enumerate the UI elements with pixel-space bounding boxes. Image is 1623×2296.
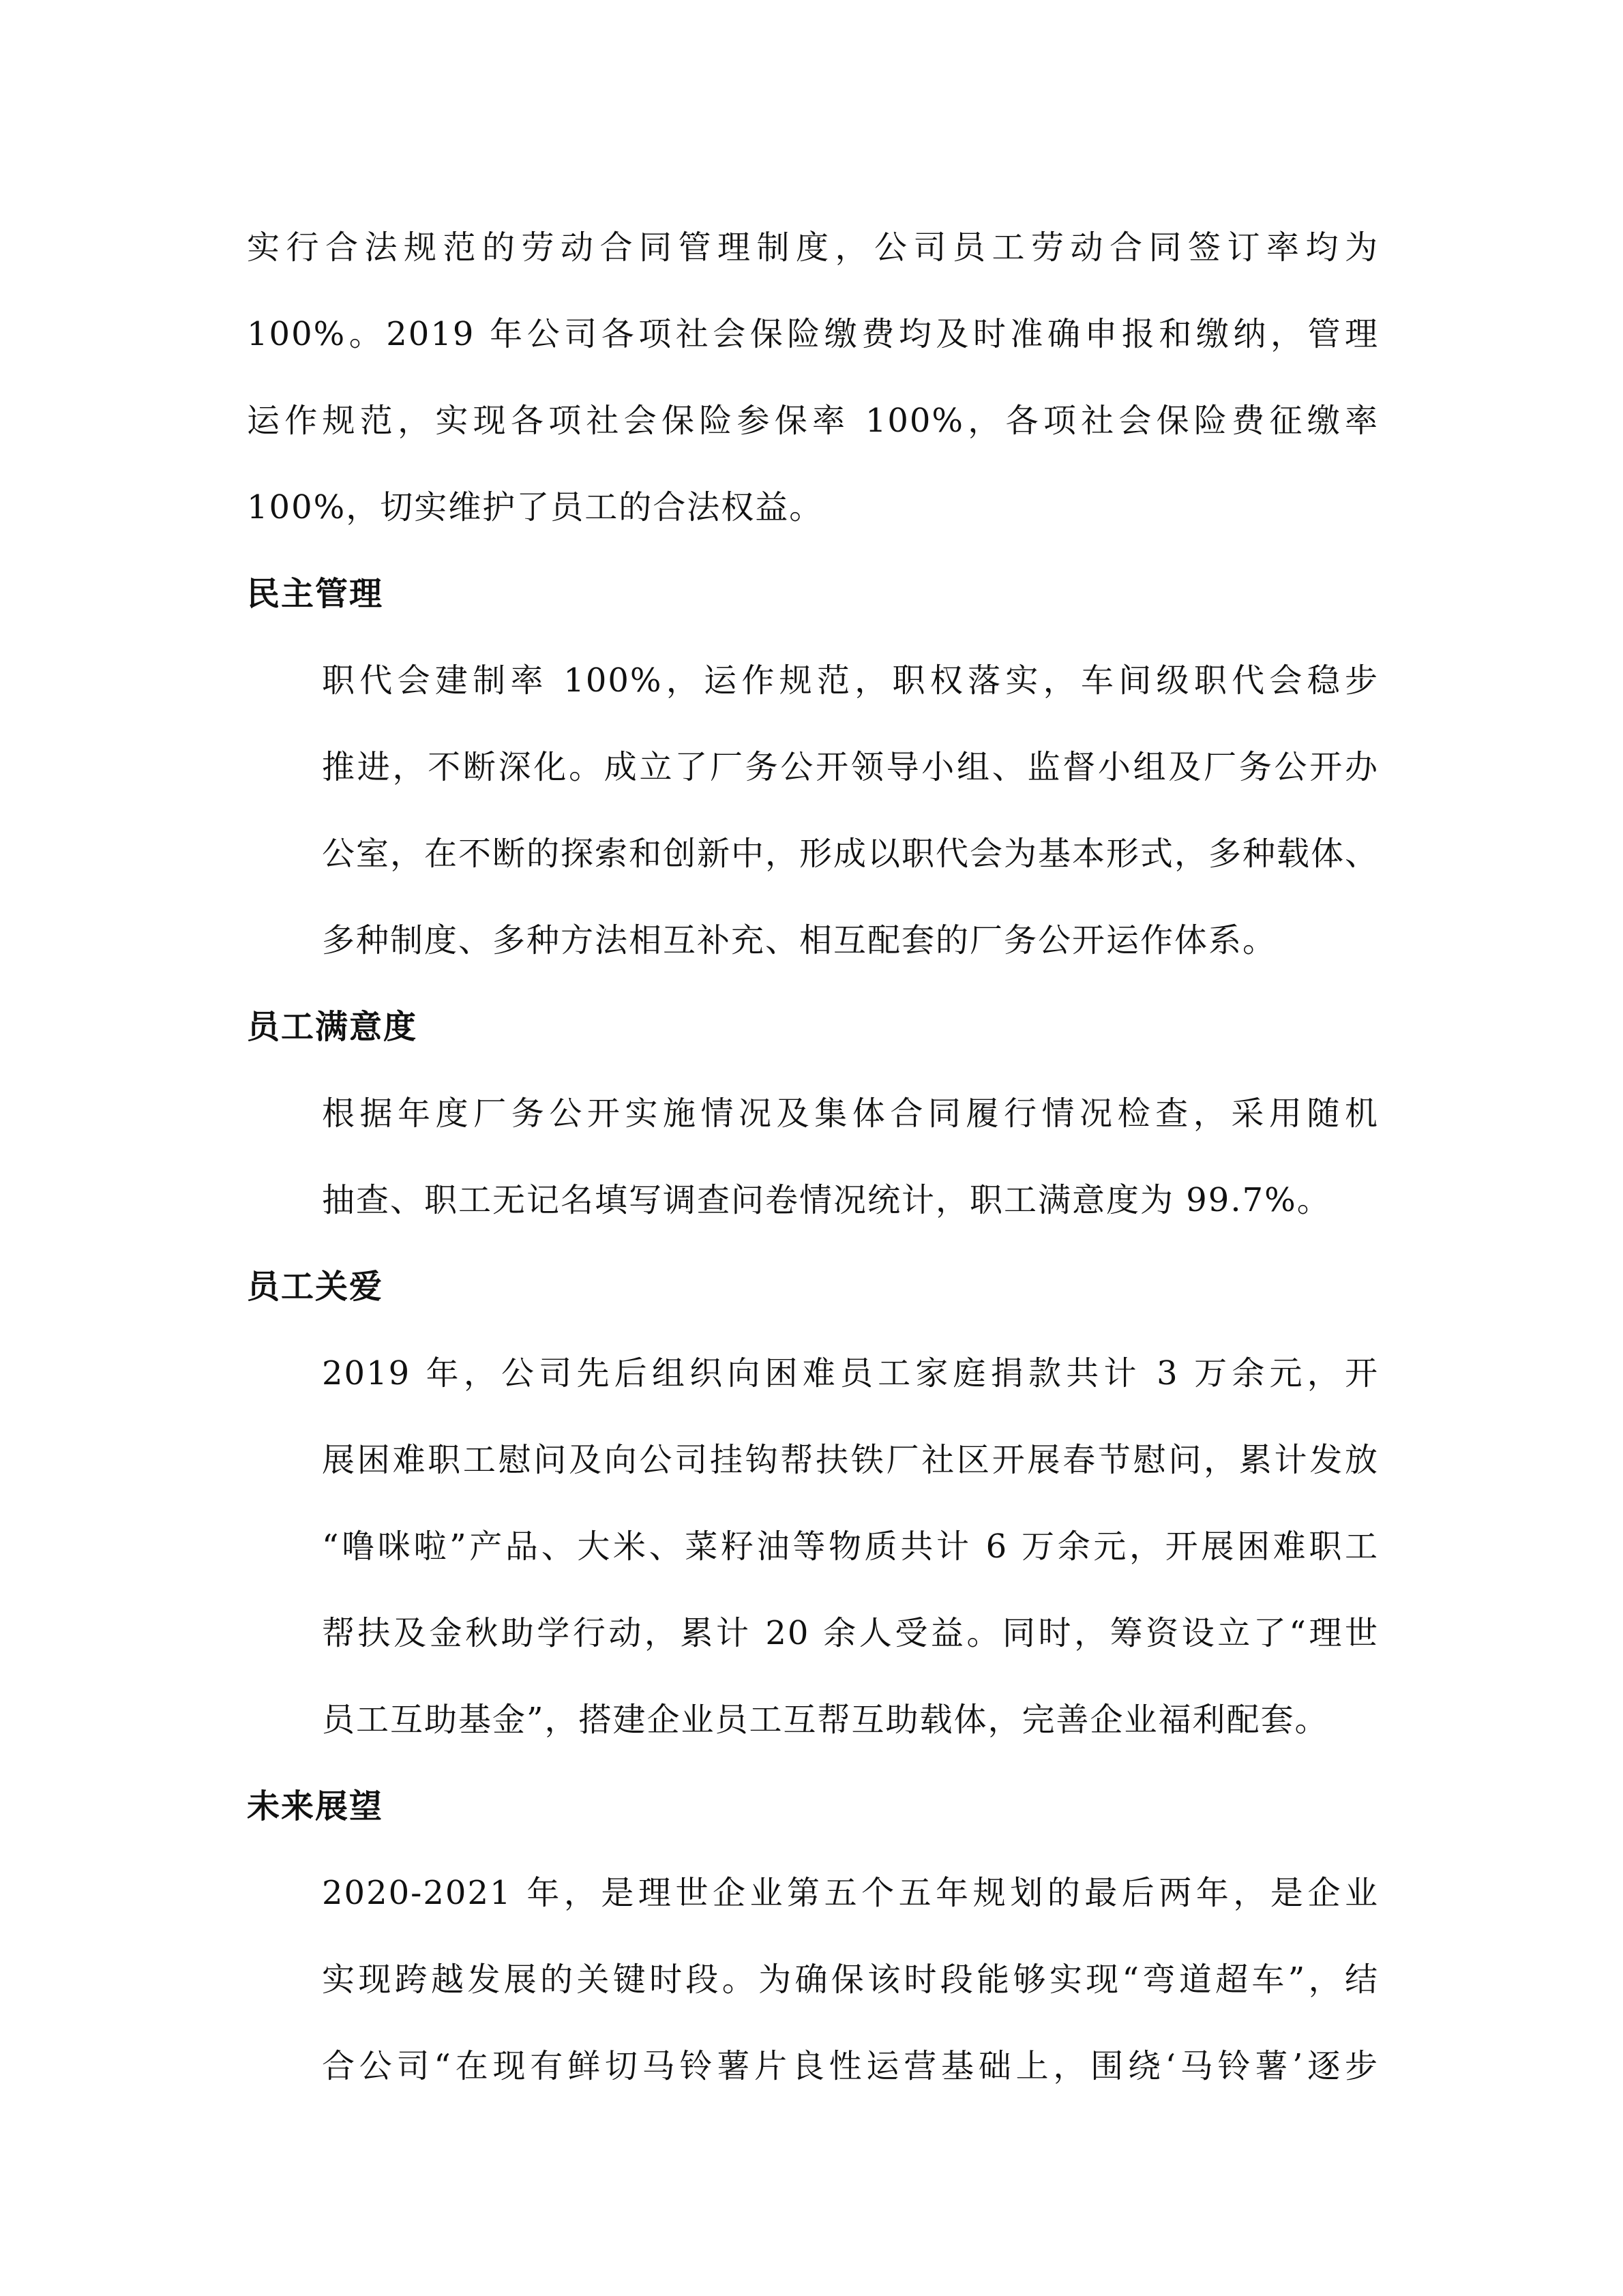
section-heading-democratic-management: 民主管理 (247, 575, 384, 613)
text-line: 运作规范，实现各项社会保险参保率 100%，各项社会保险费征缴率 (247, 402, 1379, 440)
paragraph-labor-contract (247, 205, 1379, 551)
text-line: 根据年度厂务公开实施情况及集体合同履行情况检查，采用随机 (322, 1094, 1379, 1133)
text-line: 2019 年，公司先后组织向困难员工家庭捐款共计 3 万余元，开 (322, 1354, 1379, 1392)
text-line: “噜咪啦”产品、大米、菜籽油等物质共计 6 万余元，开展困难职工 (322, 1527, 1379, 1566)
paragraph-future-outlook (247, 1850, 1379, 2110)
text-line: 100%，切实维护了员工的合法权益。 (247, 488, 824, 526)
document-body (247, 205, 1379, 2110)
text-line: 职代会建制率 100%，运作规范，职权落实，车间级职代会稳步 (322, 661, 1379, 700)
section-heading-employee-care: 员工关爱 (247, 1268, 384, 1306)
text-line: 员工互助基金”，搭建企业员工互帮互助载体，完善企业福利配套。 (322, 1701, 1329, 1739)
text-line: 2020-2021 年，是理世企业第五个五年规划的最后两年，是企业 (322, 1874, 1379, 1912)
text-line: 多种制度、多种方法相互补充、相互配套的厂务公开运作体系。 (322, 921, 1277, 959)
text-line: 展困难职工慰问及向公司挂钩帮扶铁厂社区开展春节慰问，累计发放 (322, 1441, 1379, 1479)
text-line: 合公司“在现有鲜切马铃薯片良性运营基础上，围绕‘马铃薯’逐步 (322, 2047, 1379, 2085)
paragraph-employee-care (247, 1330, 1379, 1763)
text-line: 100%。2019 年公司各项社会保险缴费均及时准确申报和缴纳，管理 (247, 315, 1379, 353)
section-heading-employee-satisfaction: 员工满意度 (247, 1008, 418, 1046)
text-line: 实行合法规范的劳动合同管理制度，公司员工劳动合同签订率均为 (247, 228, 1379, 267)
paragraph-democratic-management (247, 638, 1379, 984)
paragraph-employee-satisfaction (247, 1071, 1379, 1244)
text-line: 公室，在不断的探索和创新中，形成以职代会为基本形式，多种载体、 (322, 835, 1380, 873)
text-line: 抽查、职工无记名填写调查问卷情况统计，职工满意度为 99.7%。 (322, 1181, 1331, 1219)
text-line: 帮扶及金秋助学行动，累计 20 余人受益。同时，筹资设立了“理世 (322, 1614, 1379, 1652)
text-line: 推进，不断深化。成立了厂务公开领导小组、监督小组及厂务公开办 (322, 748, 1379, 786)
section-heading-future-outlook: 未来展望 (247, 1787, 384, 1825)
text-line: 实现跨越发展的关键时段。为确保该时段能够实现“弯道超车”，结 (322, 1960, 1379, 1999)
